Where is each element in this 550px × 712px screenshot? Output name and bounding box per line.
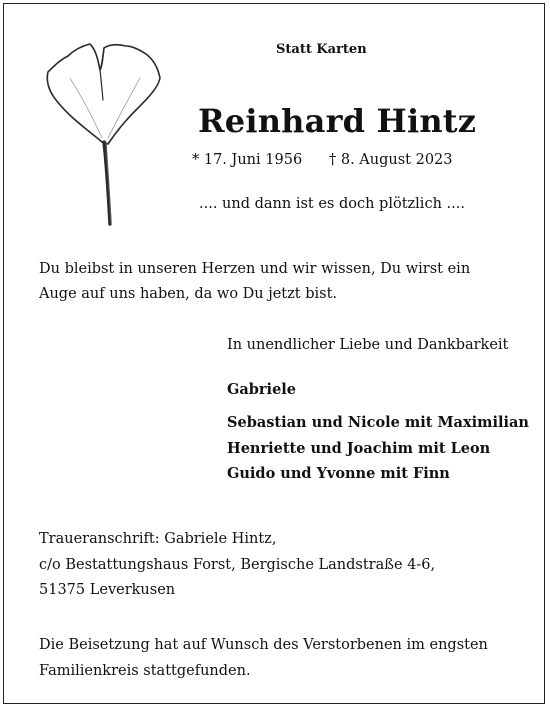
spouse-name: Gabriele xyxy=(227,381,297,398)
deceased-name: Reinhard Hintz xyxy=(198,102,477,140)
burial-line: Familienkreis stattgefunden. xyxy=(39,662,251,679)
message-paragraph: Du bleibst in unseren Herzen und wir wissen, Du wirst ein Auge auf uns haben, da wo Du jetzt bist. xyxy=(39,261,471,302)
family-members xyxy=(227,410,529,487)
family-member: Sebastian und Nicole mit Maximilian xyxy=(227,414,529,431)
address-line: 51375 Leverkusen xyxy=(39,582,176,598)
address-line: c/o Bestattungshaus Forst, Bergische Landstraße 4-6, xyxy=(39,556,436,573)
family-member: Guido und Yvonne mit Finn xyxy=(227,465,450,482)
family-member: Henriette und Joachim mit Leon xyxy=(227,439,491,457)
burial-note xyxy=(39,633,488,684)
address-line: Traueranschrift: Gabriele Hintz, xyxy=(39,531,277,547)
birth-date: * 17. Juni 1956 xyxy=(192,152,303,168)
burial-line: Die Beisetzung hat auf Wunsch des Verstorbenen im engsten xyxy=(39,637,488,653)
mourning-address xyxy=(39,527,435,604)
gratitude-line: In unendlicher Liebe und Dankbarkeit xyxy=(227,337,509,353)
death-date: † 8. August 2023 xyxy=(329,152,453,168)
ginkgo-leaf-icon xyxy=(40,38,170,228)
statt-karten-label: Statt Karten xyxy=(276,42,367,57)
obituary-card xyxy=(3,3,545,704)
motto-line: .... und dann ist es doch plötzlich .... xyxy=(199,196,465,212)
